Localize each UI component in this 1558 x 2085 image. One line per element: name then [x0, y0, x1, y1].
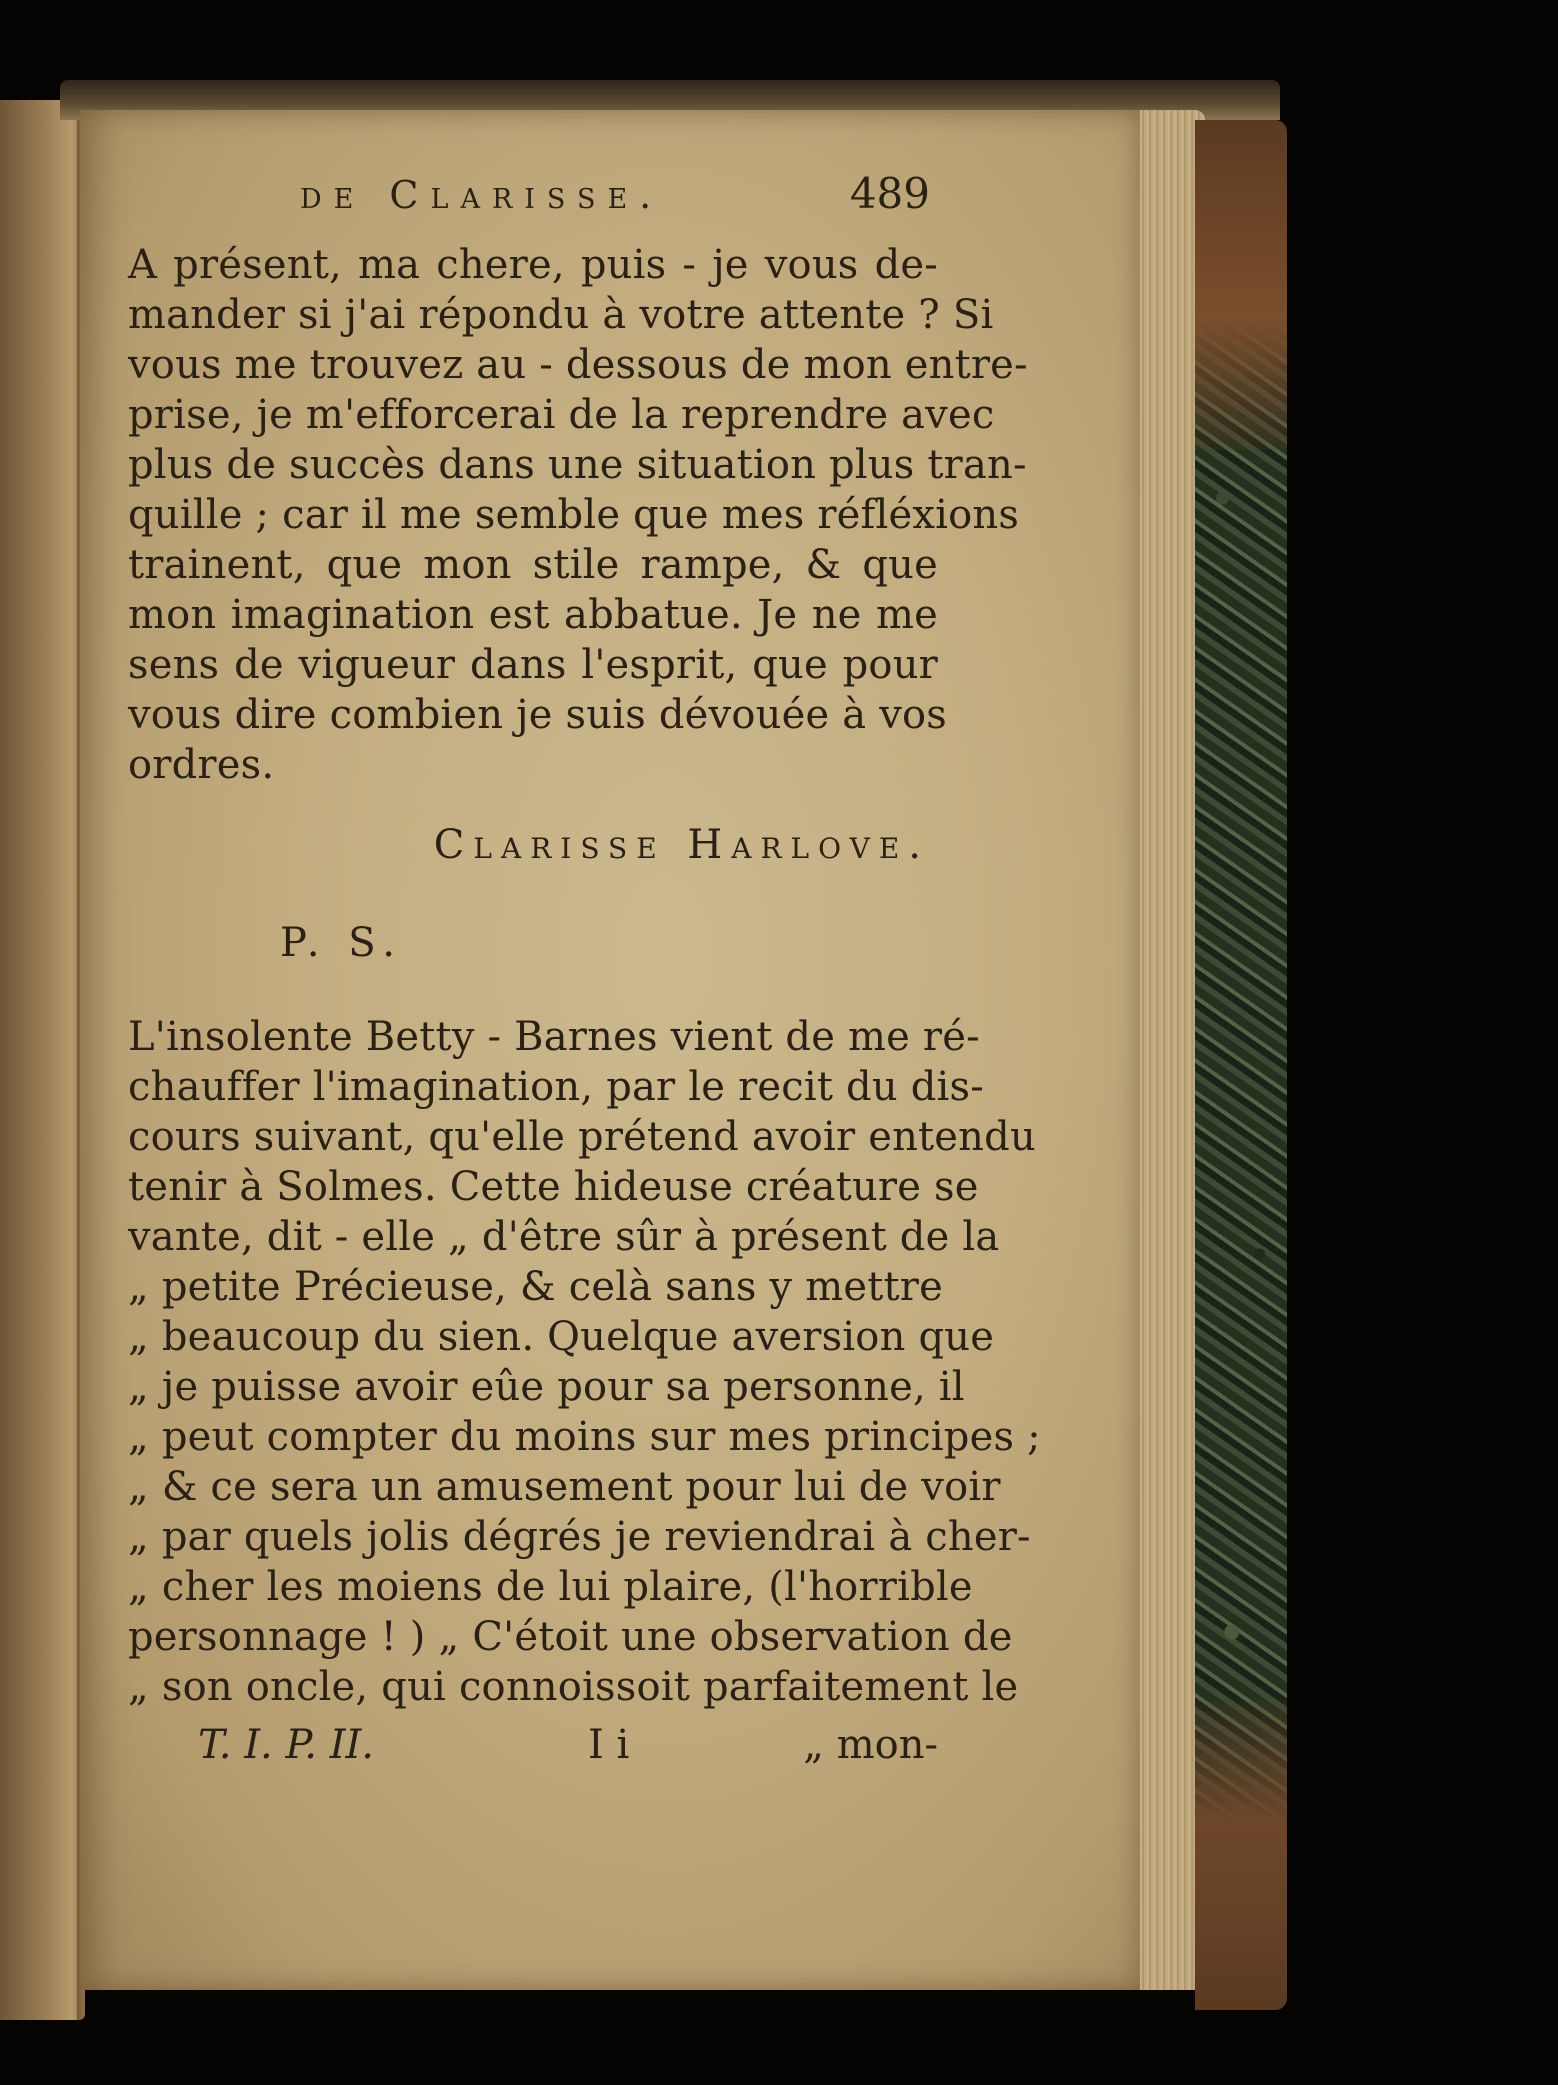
- leather-corner-top: [1195, 120, 1287, 450]
- postscript-line: personnage ! ) „ C'étoit une observation de: [128, 1614, 1013, 1660]
- leather-corner-bottom: [1195, 1700, 1287, 2010]
- body-line: A présent, ma chere, puis - je vous de-: [128, 242, 938, 288]
- postscript-line: „ son oncle, qui connoissoit parfaitement le: [128, 1664, 1019, 1710]
- page-number: 489: [849, 169, 930, 218]
- postscript-line: „ par quels jolis dégrés je reviendrai à cher-: [128, 1514, 1031, 1560]
- letter-signature: Clarisse Harlove.: [433, 822, 930, 868]
- page-header: [300, 169, 940, 223]
- postscript-line: cours suivant, qu'elle prétend avoir entendu: [128, 1114, 1036, 1160]
- postscript-line: L'insolente Betty - Barnes vient de me ré-: [128, 1014, 980, 1060]
- postscript-line: „ & ce sera un amusement pour lui de voir: [128, 1464, 1001, 1510]
- postscript-heading: P. S.: [280, 920, 403, 966]
- postscript-line: „ beaucoup du sien. Quelque aversion que: [128, 1314, 995, 1360]
- running-title: de Clarisse.: [300, 173, 664, 217]
- postscript-line: „ cher les moiens de lui plaire, (l'horrible: [128, 1564, 973, 1610]
- postscript-line: vante, dit - elle „ d'être sûr à présent de la: [128, 1214, 1000, 1260]
- postscript-line: „ petite Précieuse, & celà sans y mettre: [128, 1264, 943, 1310]
- body-line: prise, je m'efforcerai de la reprendre avec: [128, 392, 995, 438]
- gathering-mark: I i: [588, 1722, 630, 1768]
- facing-page-edge: [0, 100, 85, 2020]
- postscript-line: „ peut compter du moins sur mes principes ;: [128, 1414, 1041, 1460]
- postscript-line: chauffer l'imagination, par le recit du dis-: [128, 1064, 984, 1110]
- signature-mark: T. I. P. II.: [198, 1722, 375, 1768]
- body-line: mander si j'ai répondu à votre attente ? Si: [128, 292, 994, 338]
- body-line: sens de vigueur dans l'esprit, que pour: [128, 642, 938, 688]
- postscript-line: „ je puisse avoir eûe pour sa personne, il: [128, 1364, 965, 1410]
- body-line: plus de succès dans une situation plus tran-: [128, 442, 1027, 488]
- page-footer: [128, 1722, 938, 1772]
- body-line: mon imagination est abbatue. Je ne me: [128, 592, 938, 638]
- body-line: ordres.: [128, 742, 275, 788]
- body-line: trainent, que mon stile rampe, & que: [128, 542, 938, 588]
- catchword: „ mon-: [803, 1722, 938, 1768]
- body-line: quille ; car il me semble que mes réfléxions: [128, 492, 1020, 538]
- postscript-line: tenir à Solmes. Cette hideuse créature se: [128, 1164, 979, 1210]
- body-line: vous me trouvez au - dessous de mon entre-: [128, 342, 1028, 388]
- body-line: vous dire combien je suis dévouée à vos: [128, 692, 948, 738]
